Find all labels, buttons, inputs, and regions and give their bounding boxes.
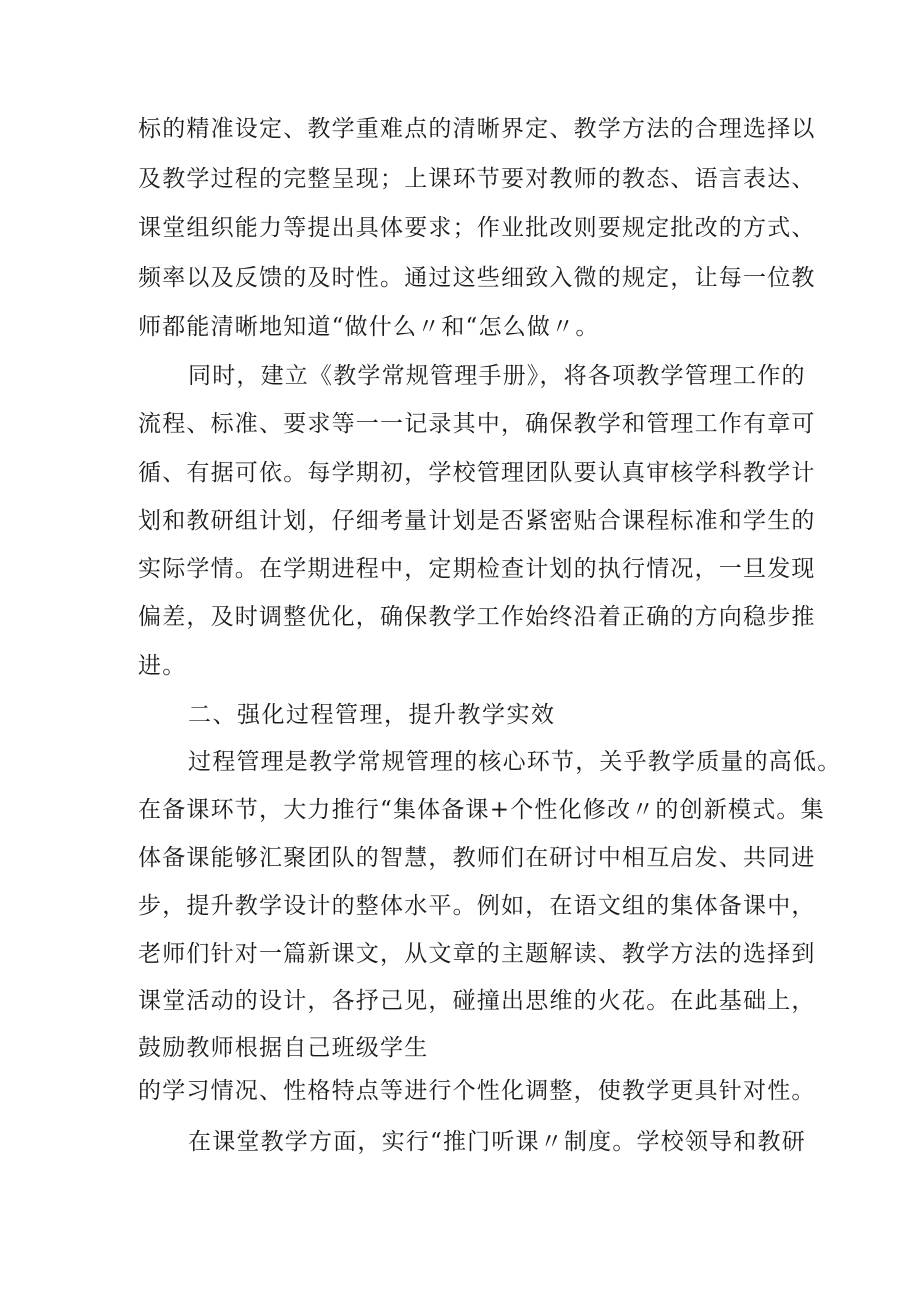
paragraph-3-line-4: 步，提升教学设计的整体水平。例如，在语文组的集体备课中， — [138, 893, 816, 919]
paragraph-3-line-6: 课堂活动的设计，各抒己见，碰撞出思维的火花。在此基础上， — [138, 988, 816, 1014]
paragraph-2-line-1: 同时，建立《教学常规管理手册》，将各项教学管理工作的 — [188, 363, 806, 389]
paragraph-1-line-1: 标的精准设定、教学重难点的清晰界定、教学方法的合理选择以 — [138, 116, 816, 142]
paragraph-2-line-2: 流程、标准、要求等一一记录其中，确保教学和管理工作有章可 — [138, 411, 816, 437]
paragraph-3-line-7: 鼓励教师根据自己班级学生 — [138, 1035, 429, 1061]
paragraph-2-line-3: 循、有据可依。每学期初，学校管理团队要认真审核学科教学计 — [138, 460, 816, 486]
paragraph-1-line-4: 频率以及反馈的及时性。通过这些细致入微的规定，让每一位教 — [138, 265, 816, 291]
paragraph-3-line-1: 过程管理是教学常规管理的核心环节，关乎教学质量的高低。 — [188, 749, 842, 775]
paragraph-2-line-6: 偏差，及时调整优化，确保教学工作始终沿着正确的方向稳步推 — [138, 604, 816, 630]
paragraph-1-line-5: 师都能清晰地知道“做什么〃和“怎么做〃。 — [138, 314, 600, 340]
section-heading: 二、强化过程管理，提升教学实效 — [188, 702, 556, 728]
paragraph-1-line-2: 及教学过程的完整呈现；上课环节要对教师的教态、语言表达、 — [138, 166, 816, 192]
paragraph-3-line-5: 老师们针对一篇新课文，从文章的主题解读、教学方法的选择到 — [138, 941, 816, 967]
paragraph-4-line-1: 在课堂教学方面，实行“推门听课〃制度。学校领导和教研 — [188, 1129, 806, 1155]
paragraph-2-line-4: 划和教研组计划，仔细考量计划是否紧密贴合课程标准和学生的 — [138, 508, 816, 534]
paragraph-3-line-8: 的学习情况、性格特点等进行个性化调整，使教学更具针对性。 — [138, 1078, 816, 1104]
paragraph-1-line-3: 课堂组织能力等提出具体要求；作业批改则要规定批改的方式、 — [138, 215, 816, 241]
paragraph-2-line-7: 进。 — [138, 653, 187, 679]
paragraph-2-line-5: 实际学情。在学期进程中，定期检查计划的执行情况，一旦发现 — [138, 556, 816, 582]
paragraph-3-line-2: 在备课环节，大力推行“集体备课+个性化修改〃的创新模式。集 — [138, 797, 825, 823]
paragraph-3-line-3: 体备课能够汇聚团队的智慧，教师们在研讨中相互启发、共同进 — [138, 845, 816, 871]
